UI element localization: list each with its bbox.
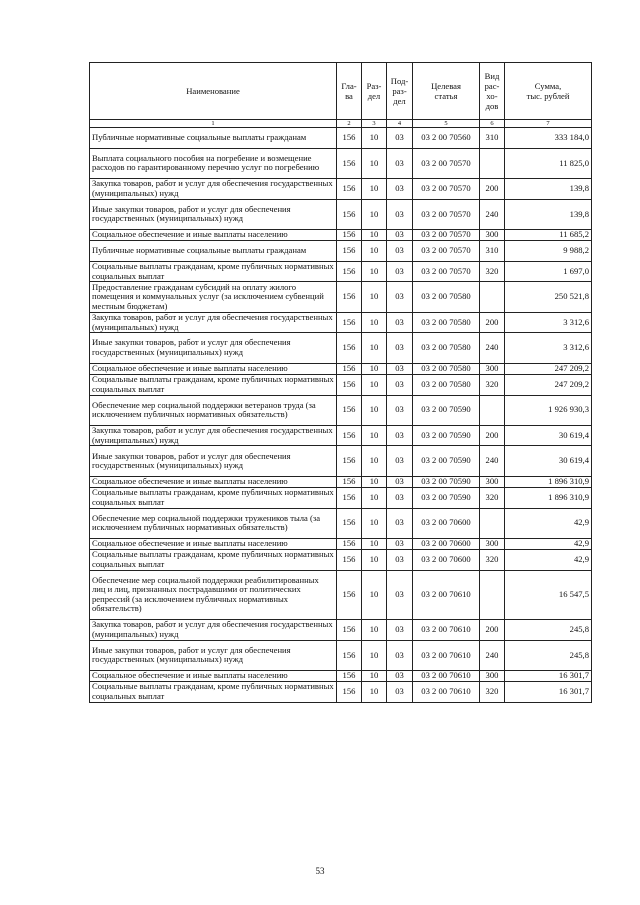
row-podrazdel-cell: 03 <box>387 446 413 476</box>
table-row <box>90 620 592 641</box>
row-podrazdel-cell: 03 <box>387 229 413 240</box>
table-row <box>90 476 592 487</box>
row-podrazdel-cell: 03 <box>387 538 413 549</box>
row-target-article-cell: 03 2 00 70590 <box>413 425 480 446</box>
column-number: 7 <box>505 120 592 128</box>
row-name-cell: Закупка товаров, работ и услуг для обеспечения государственных (муниципальных) нужд <box>90 620 337 641</box>
row-glava-cell: 156 <box>337 487 362 508</box>
row-target-article-cell: 03 2 00 70590 <box>413 446 480 476</box>
row-target-article-cell: 03 2 00 70560 <box>413 128 480 149</box>
table-row <box>90 508 592 538</box>
row-glava-cell: 156 <box>337 570 362 620</box>
row-razdel-cell: 10 <box>362 148 387 178</box>
row-razdel-cell: 10 <box>362 395 387 425</box>
row-expense-type-cell: 300 <box>480 363 505 374</box>
header-expense-type: Вид рас- хо- дов <box>480 63 505 120</box>
row-razdel-cell: 10 <box>362 487 387 508</box>
row-name-cell: Иные закупки товаров, работ и услуг для обеспечения государственных (муниципальных) нужд <box>90 640 337 670</box>
row-sum-cell: 333 184,0 <box>505 128 592 149</box>
row-target-article-cell: 03 2 00 70600 <box>413 538 480 549</box>
row-target-article-cell: 03 2 00 70610 <box>413 682 480 703</box>
row-target-article-cell: 03 2 00 70610 <box>413 620 480 641</box>
table-row <box>90 178 592 199</box>
row-glava-cell: 156 <box>337 333 362 363</box>
row-target-article-cell: 03 2 00 70570 <box>413 241 480 262</box>
row-target-article-cell: 03 2 00 70580 <box>413 312 480 333</box>
row-name-cell: Социальные выплаты гражданам, кроме публичных нормативных социальных выплат <box>90 549 337 570</box>
row-name-cell: Социальное обеспечение и иные выплаты населению <box>90 671 337 682</box>
table-row <box>90 671 592 682</box>
row-expense-type-cell <box>480 395 505 425</box>
row-glava-cell: 156 <box>337 476 362 487</box>
row-razdel-cell: 10 <box>362 374 387 395</box>
row-target-article-cell: 03 2 00 70570 <box>413 261 480 282</box>
table-row <box>90 570 592 620</box>
row-expense-type-cell: 240 <box>480 640 505 670</box>
row-sum-cell: 1 896 310,9 <box>505 476 592 487</box>
row-expense-type-cell <box>480 148 505 178</box>
column-number-row <box>90 120 592 128</box>
row-sum-cell: 3 312,6 <box>505 333 592 363</box>
row-sum-cell: 30 619,4 <box>505 425 592 446</box>
row-podrazdel-cell: 03 <box>387 640 413 670</box>
row-sum-cell: 30 619,4 <box>505 446 592 476</box>
row-expense-type-cell: 240 <box>480 446 505 476</box>
header-sum: Сумма, тыс. рублей <box>505 63 592 120</box>
row-razdel-cell: 10 <box>362 312 387 333</box>
row-razdel-cell: 10 <box>362 476 387 487</box>
row-razdel-cell: 10 <box>362 229 387 240</box>
row-razdel-cell: 10 <box>362 549 387 570</box>
row-podrazdel-cell: 03 <box>387 374 413 395</box>
row-sum-cell: 11 825,0 <box>505 148 592 178</box>
column-number: 4 <box>387 120 413 128</box>
row-target-article-cell: 03 2 00 70590 <box>413 487 480 508</box>
row-target-article-cell: 03 2 00 70570 <box>413 148 480 178</box>
column-number: 3 <box>362 120 387 128</box>
row-expense-type-cell <box>480 570 505 620</box>
row-podrazdel-cell: 03 <box>387 261 413 282</box>
row-target-article-cell: 03 2 00 70610 <box>413 570 480 620</box>
row-glava-cell: 156 <box>337 199 362 229</box>
row-sum-cell: 139,8 <box>505 178 592 199</box>
header-razdel: Раз- дел <box>362 63 387 120</box>
row-name-cell: Иные закупки товаров, работ и услуг для обеспечения государственных (муниципальных) нужд <box>90 446 337 476</box>
table-row <box>90 229 592 240</box>
row-sum-cell: 11 685,2 <box>505 229 592 240</box>
row-expense-type-cell <box>480 508 505 538</box>
row-name-cell: Социальное обеспечение и иные выплаты населению <box>90 363 337 374</box>
row-razdel-cell: 10 <box>362 446 387 476</box>
row-podrazdel-cell: 03 <box>387 148 413 178</box>
row-name-cell: Социальные выплаты гражданам, кроме публичных нормативных социальных выплат <box>90 682 337 703</box>
row-name-cell: Обеспечение мер социальной поддержки тружеников тыла (за исключением публичных нормативных обязательств) <box>90 508 337 538</box>
row-sum-cell: 245,8 <box>505 640 592 670</box>
column-number: 2 <box>337 120 362 128</box>
row-expense-type-cell: 240 <box>480 199 505 229</box>
row-podrazdel-cell: 03 <box>387 508 413 538</box>
row-expense-type-cell: 240 <box>480 333 505 363</box>
row-expense-type-cell: 200 <box>480 312 505 333</box>
row-sum-cell: 1 896 310,9 <box>505 487 592 508</box>
row-sum-cell: 16 301,7 <box>505 682 592 703</box>
row-sum-cell: 16 301,7 <box>505 671 592 682</box>
row-expense-type-cell: 310 <box>480 241 505 262</box>
row-razdel-cell: 10 <box>362 282 387 312</box>
page-number: 53 <box>315 866 325 876</box>
row-razdel-cell: 10 <box>362 570 387 620</box>
table-row <box>90 538 592 549</box>
row-name-cell: Закупка товаров, работ и услуг для обеспечения государственных (муниципальных) нужд <box>90 425 337 446</box>
row-name-cell: Социальные выплаты гражданам, кроме публичных нормативных социальных выплат <box>90 374 337 395</box>
row-podrazdel-cell: 03 <box>387 241 413 262</box>
row-expense-type-cell: 300 <box>480 538 505 549</box>
row-sum-cell: 16 547,5 <box>505 570 592 620</box>
table-row <box>90 682 592 703</box>
row-podrazdel-cell: 03 <box>387 620 413 641</box>
table-row <box>90 395 592 425</box>
row-expense-type-cell: 300 <box>480 671 505 682</box>
row-razdel-cell: 10 <box>362 508 387 538</box>
row-target-article-cell: 03 2 00 70580 <box>413 333 480 363</box>
row-glava-cell: 156 <box>337 395 362 425</box>
row-sum-cell: 139,8 <box>505 199 592 229</box>
table-row <box>90 446 592 476</box>
row-name-cell: Публичные нормативные социальные выплаты гражданам <box>90 128 337 149</box>
column-number: 1 <box>90 120 337 128</box>
row-glava-cell: 156 <box>337 128 362 149</box>
row-name-cell: Предоставление гражданам субсидий на оплату жилого помещения и коммунальных услуг (за исключением субвенций местным бюджетам) <box>90 282 337 312</box>
row-expense-type-cell: 200 <box>480 620 505 641</box>
row-name-cell: Закупка товаров, работ и услуг для обеспечения государственных (муниципальных) нужд <box>90 178 337 199</box>
row-podrazdel-cell: 03 <box>387 425 413 446</box>
row-sum-cell: 247 209,2 <box>505 374 592 395</box>
table-row <box>90 487 592 508</box>
row-razdel-cell: 10 <box>362 640 387 670</box>
row-razdel-cell: 10 <box>362 538 387 549</box>
row-target-article-cell: 03 2 00 70570 <box>413 229 480 240</box>
row-name-cell: Социальные выплаты гражданам, кроме публичных нормативных социальных выплат <box>90 487 337 508</box>
row-razdel-cell: 10 <box>362 128 387 149</box>
row-target-article-cell: 03 2 00 70570 <box>413 178 480 199</box>
row-glava-cell: 156 <box>337 549 362 570</box>
row-glava-cell: 156 <box>337 282 362 312</box>
row-name-cell: Социальное обеспечение и иные выплаты населению <box>90 229 337 240</box>
row-glava-cell: 156 <box>337 640 362 670</box>
row-sum-cell: 3 312,6 <box>505 312 592 333</box>
row-razdel-cell: 10 <box>362 620 387 641</box>
row-podrazdel-cell: 03 <box>387 199 413 229</box>
row-glava-cell: 156 <box>337 229 362 240</box>
table-row <box>90 312 592 333</box>
row-target-article-cell: 03 2 00 70570 <box>413 199 480 229</box>
row-razdel-cell: 10 <box>362 333 387 363</box>
row-expense-type-cell <box>480 282 505 312</box>
row-sum-cell: 9 988,2 <box>505 241 592 262</box>
row-sum-cell: 42,9 <box>505 538 592 549</box>
row-podrazdel-cell: 03 <box>387 671 413 682</box>
row-sum-cell: 1 697,0 <box>505 261 592 282</box>
row-target-article-cell: 03 2 00 70610 <box>413 671 480 682</box>
row-podrazdel-cell: 03 <box>387 178 413 199</box>
row-glava-cell: 156 <box>337 446 362 476</box>
row-podrazdel-cell: 03 <box>387 476 413 487</box>
row-glava-cell: 156 <box>337 148 362 178</box>
row-target-article-cell: 03 2 00 70590 <box>413 395 480 425</box>
row-glava-cell: 156 <box>337 312 362 333</box>
table-row <box>90 333 592 363</box>
row-target-article-cell: 03 2 00 70580 <box>413 374 480 395</box>
row-podrazdel-cell: 03 <box>387 487 413 508</box>
row-expense-type-cell: 200 <box>480 425 505 446</box>
row-name-cell: Социальное обеспечение и иные выплаты населению <box>90 476 337 487</box>
row-expense-type-cell: 320 <box>480 261 505 282</box>
row-sum-cell: 245,8 <box>505 620 592 641</box>
row-glava-cell: 156 <box>337 620 362 641</box>
row-sum-cell: 250 521,8 <box>505 282 592 312</box>
row-target-article-cell: 03 2 00 70580 <box>413 282 480 312</box>
row-name-cell: Выплата социального пособия на погребение и возмещение расходов по гарантированному перечню услуг по погребению <box>90 148 337 178</box>
row-target-article-cell: 03 2 00 70590 <box>413 476 480 487</box>
row-razdel-cell: 10 <box>362 199 387 229</box>
row-razdel-cell: 10 <box>362 425 387 446</box>
row-podrazdel-cell: 03 <box>387 395 413 425</box>
row-expense-type-cell: 320 <box>480 374 505 395</box>
row-podrazdel-cell: 03 <box>387 312 413 333</box>
row-podrazdel-cell: 03 <box>387 282 413 312</box>
header-podrazdel: Под- раз- дел <box>387 63 413 120</box>
row-target-article-cell: 03 2 00 70610 <box>413 640 480 670</box>
table-row <box>90 128 592 149</box>
row-podrazdel-cell: 03 <box>387 549 413 570</box>
table-row <box>90 199 592 229</box>
row-podrazdel-cell: 03 <box>387 128 413 149</box>
row-name-cell: Публичные нормативные социальные выплаты гражданам <box>90 241 337 262</box>
row-name-cell: Социальные выплаты гражданам, кроме публичных нормативных социальных выплат <box>90 261 337 282</box>
row-target-article-cell: 03 2 00 70580 <box>413 363 480 374</box>
table-row <box>90 241 592 262</box>
row-sum-cell: 1 926 930,3 <box>505 395 592 425</box>
row-name-cell: Иные закупки товаров, работ и услуг для обеспечения государственных (муниципальных) нужд <box>90 333 337 363</box>
row-razdel-cell: 10 <box>362 178 387 199</box>
column-number: 6 <box>480 120 505 128</box>
table-row <box>90 549 592 570</box>
row-razdel-cell: 10 <box>362 261 387 282</box>
row-razdel-cell: 10 <box>362 682 387 703</box>
row-glava-cell: 156 <box>337 508 362 538</box>
budget-table-page <box>89 62 591 703</box>
table-row <box>90 363 592 374</box>
row-podrazdel-cell: 03 <box>387 682 413 703</box>
row-glava-cell: 156 <box>337 178 362 199</box>
row-target-article-cell: 03 2 00 70600 <box>413 508 480 538</box>
row-expense-type-cell: 320 <box>480 682 505 703</box>
row-expense-type-cell: 200 <box>480 178 505 199</box>
row-name-cell: Социальное обеспечение и иные выплаты населению <box>90 538 337 549</box>
row-expense-type-cell: 320 <box>480 487 505 508</box>
row-glava-cell: 156 <box>337 538 362 549</box>
budget-table <box>89 62 592 703</box>
row-razdel-cell: 10 <box>362 241 387 262</box>
row-podrazdel-cell: 03 <box>387 363 413 374</box>
row-glava-cell: 156 <box>337 425 362 446</box>
row-glava-cell: 156 <box>337 682 362 703</box>
row-expense-type-cell: 310 <box>480 128 505 149</box>
row-sum-cell: 247 209,2 <box>505 363 592 374</box>
table-row <box>90 425 592 446</box>
row-razdel-cell: 10 <box>362 363 387 374</box>
table-row <box>90 282 592 312</box>
row-podrazdel-cell: 03 <box>387 333 413 363</box>
header-glava: Гла- ва <box>337 63 362 120</box>
table-row <box>90 261 592 282</box>
row-name-cell: Иные закупки товаров, работ и услуг для обеспечения государственных (муниципальных) нужд <box>90 199 337 229</box>
table-row <box>90 148 592 178</box>
row-glava-cell: 156 <box>337 671 362 682</box>
table-row <box>90 640 592 670</box>
table-row <box>90 374 592 395</box>
row-target-article-cell: 03 2 00 70600 <box>413 549 480 570</box>
row-razdel-cell: 10 <box>362 671 387 682</box>
row-name-cell: Обеспечение мер социальной поддержки ветеранов труда (за исключением публичных нормативных обязательств) <box>90 395 337 425</box>
header-target-article: Целевая статья <box>413 63 480 120</box>
row-glava-cell: 156 <box>337 261 362 282</box>
row-name-cell: Обеспечение мер социальной поддержки реабилитированных лиц и лиц, признанных пострадавшими от политических репрессий (за исключением публичных нормативных обязательств) <box>90 570 337 620</box>
row-expense-type-cell: 300 <box>480 476 505 487</box>
row-sum-cell: 42,9 <box>505 549 592 570</box>
table-header-row <box>90 63 592 120</box>
column-number: 5 <box>413 120 480 128</box>
header-name: Наименование <box>90 63 337 120</box>
row-sum-cell: 42,9 <box>505 508 592 538</box>
row-glava-cell: 156 <box>337 363 362 374</box>
row-glava-cell: 156 <box>337 374 362 395</box>
row-glava-cell: 156 <box>337 241 362 262</box>
row-expense-type-cell: 320 <box>480 549 505 570</box>
row-name-cell: Закупка товаров, работ и услуг для обеспечения государственных (муниципальных) нужд <box>90 312 337 333</box>
row-expense-type-cell: 300 <box>480 229 505 240</box>
row-podrazdel-cell: 03 <box>387 570 413 620</box>
